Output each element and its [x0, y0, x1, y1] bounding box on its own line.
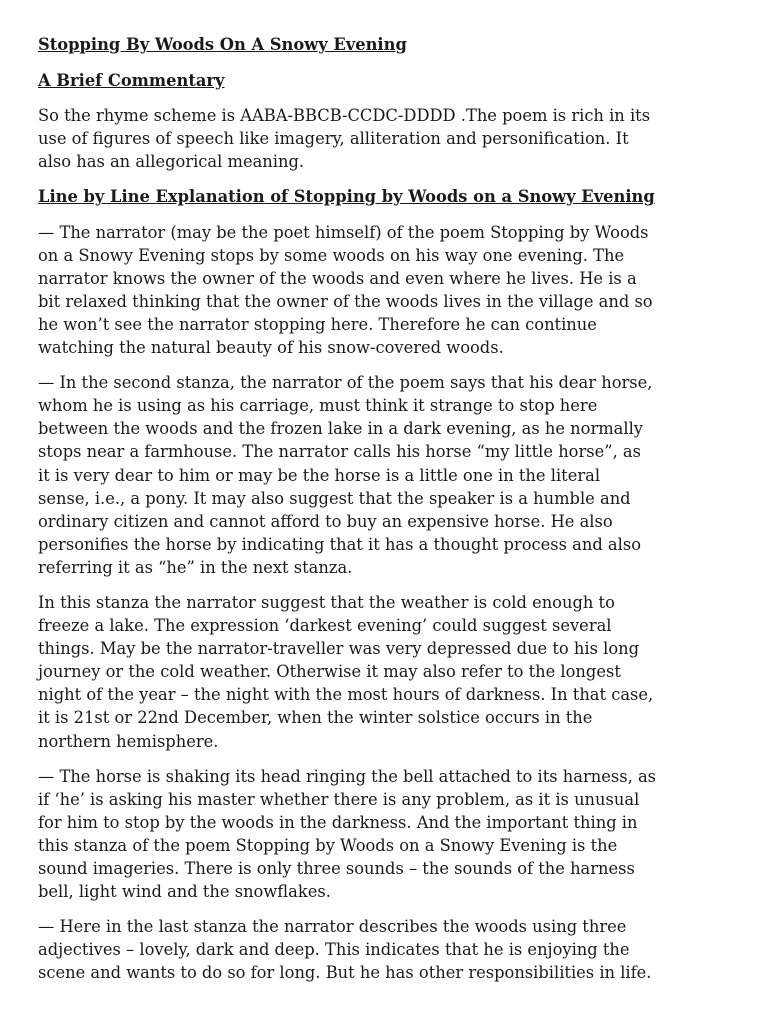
intro-paragraph: So the rhyme scheme is AABA-BBCB-CCDC-DDDD .The poem is rich in its use of figures of speech like imagery, alliteration and personification. It also has an allegorical meaning.	[38, 106, 651, 172]
paragraph-stanza-2: — In the second stanza, the narrator of the poem says that his dear horse, whom he is using as his carriage, must think it strange to stop here between the woods and the frozen lake in a dark evening, as he normally stops near a farmhouse. The narrator calls his horse “my little horse”, as it is very dear to him or may be the horse is a little one in the literal sense, i.e., a pony. It may also suggest that the speaker is a humble and ordinary citizen and cannot afford to buy an expensive horse. He also personifies the horse by indicating that it has a thought process and also referring it as “he” in the next stanza.	[38, 373, 653, 577]
document-page	[38, 33, 738, 996]
paragraph-stanza-1: — The narrator (may be the poet himself) of the poem Stopping by Woods on a Snowy Evening stops by some woods on his way one evening. The narrator knows the owner of the woods and even where he lives. He is a bit relaxed thinking that the owner of the woods lives in the village and so he won’t see the narrator stopping here. Therefore he can continue watching the natural beauty of his snow-covered woods.	[38, 222, 653, 358]
paragraph-stanza-3: — The horse is shaking its head ringing the bell attached to its harness, as if ‘he’ is asking his master whether there is any problem, as it is unusual for him to stop by the woods in the darkness. And the important thing in this stanza of the poem Stopping by Woods on a Snowy Evening is the sound imageries. There is only three sounds – the sounds of the harness bell, light wind and the snowflakes.	[38, 766, 657, 902]
document-title: Stopping By Woods On A Snowy Evening	[38, 35, 407, 54]
paragraph-darkest-evening: In this stanza the narrator suggest that the weather is cold enough to freeze a lake. The expression ‘darkest evening’ could suggest several things. May be the narrator-traveller was very depressed due to his long journey or the cold weather. Otherwise it may also refer to the longest night of the year – the night with the most hours of darkness. In that case, it is 21st or 22nd December, when the winter solstice occurs in the northern hemisphere.	[38, 592, 654, 751]
document-subtitle: A Brief Commentary	[38, 71, 225, 91]
section-heading: Line by Line Explanation of Stopping by Woods on a Snowy Evening	[38, 187, 655, 207]
paragraph-stanza-4: — Here in the last stanza the narrator describes the woods using three adjectives – lovely, dark and deep. This indicates that he is enjoying the scene and wants to do so for long. But he has other responsibilities in life.	[38, 917, 652, 983]
